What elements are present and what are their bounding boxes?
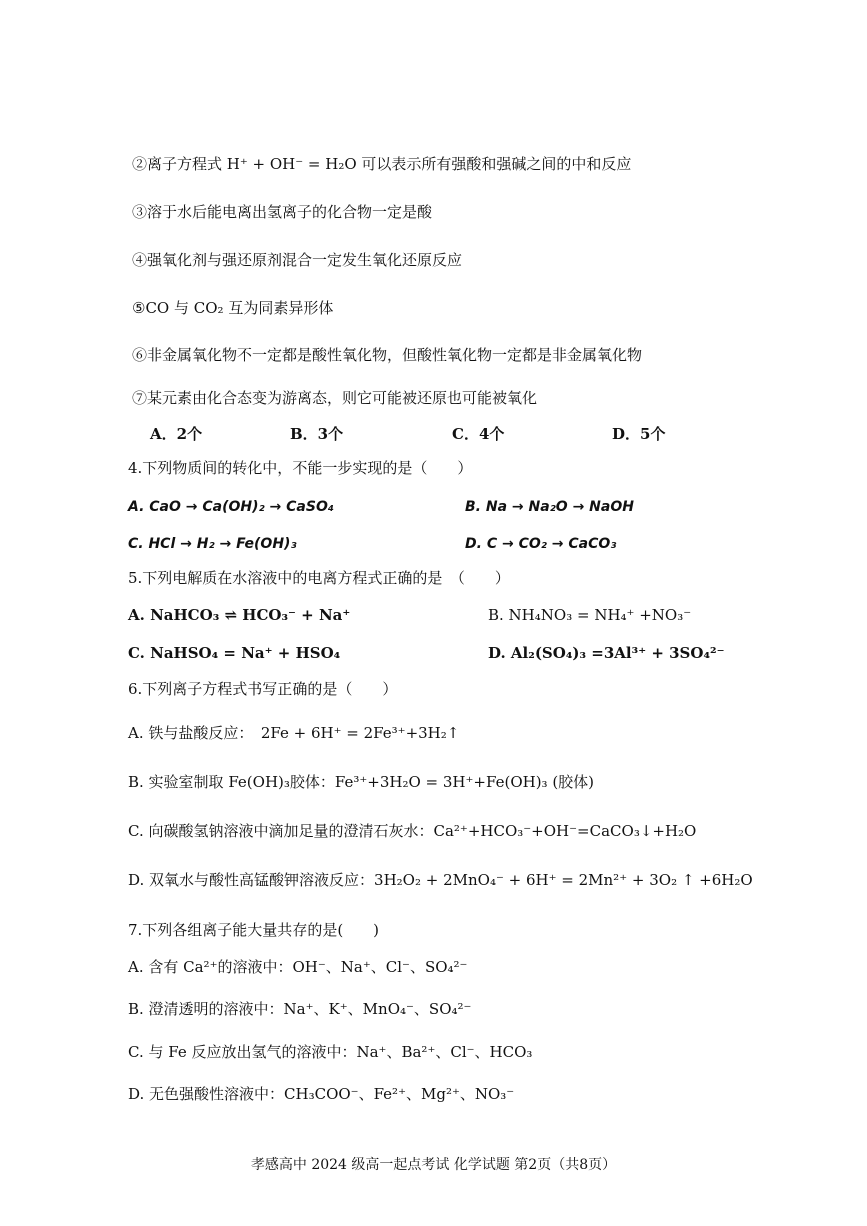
q5-option-b: B. NH₄NO₃ = NH₄⁺ +NO₃⁻ [488, 606, 692, 624]
q5-option-a: A. NaHCO₃ ⇌ HCO₃⁻ + Na⁺ [128, 606, 351, 624]
page-footer: 孝感高中 2024 级高一起点考试 化学试题 第2页（共8页） [250, 1157, 617, 1173]
q4-option-d: D. C → CO₂ → CaCO₃ [465, 536, 617, 552]
statement-2: ②离子方程式 H⁺ + OH⁻ = H₂O 可以表示所有强酸和强碱之间的中和反应 [132, 155, 632, 173]
q7-option-a: A. 含有 Ca²⁺的溶液中：OH⁻、Na⁺、Cl⁻、SO₄²⁻ [128, 958, 468, 976]
q3-option-b: B．3个 [290, 425, 344, 443]
statement-6: ⑥非金属氧化物不一定都是酸性氧化物，但酸性氧化物一定都是非金属氧化物 [132, 346, 643, 364]
q4-stem: 4.下列物质间的转化中，不能一步实现的是（ ） [128, 459, 473, 477]
statement-3: ③溶于水后能电离出氢离子的化合物一定是酸 [132, 203, 433, 221]
q7-option-c: C. 与 Fe 反应放出氢气的溶液中：Na⁺、Ba²⁺、Cl⁻、HCO₃ [128, 1043, 533, 1061]
q6-option-b: B. 实验室制取 Fe(OH)₃胶体：Fe³⁺+3H₂O = 3H⁺+Fe(OH)₃ (胶体) [128, 773, 595, 791]
q3-option-a: A．2个 [150, 425, 203, 443]
q5-option-c: C. NaHSO₄ = Na⁺ + HSO₄ [128, 644, 341, 662]
q7-option-b: B. 澄清透明的溶液中：Na⁺、K⁺、MnO₄⁻、SO₄²⁻ [128, 1000, 472, 1018]
q3-option-d: D．5个 [612, 425, 666, 443]
q3-option-c: C．4个 [452, 425, 505, 443]
statement-5: ⑤CO 与 CO₂ 互为同素异形体 [132, 299, 334, 317]
q6-option-d: D. 双氧水与酸性高锰酸钾溶液反应：3H₂O₂ + 2MnO₄⁻ + 6H⁺ = 2Mn²⁺ + 3O₂ ↑ +6H₂O [128, 871, 753, 889]
statement-4: ④强氧化剂与强还原剂混合一定发生氧化还原反应 [132, 251, 463, 269]
q4-option-a: A. CaO → Ca(OH)₂ → CaSO₄ [128, 499, 334, 515]
q6-option-c: C. 向碳酸氢钠溶液中滴加足量的澄清石灰水：Ca²⁺+HCO₃⁻+OH⁻=CaCO₃↓+H₂O [128, 822, 697, 840]
q4-option-b: B. Na → Na₂O → NaOH [465, 499, 634, 515]
q5-option-d: D. Al₂(SO₄)₃ =3Al³⁺ + 3SO₄²⁻ [488, 644, 725, 662]
q7-option-d: D. 无色强酸性溶液中：CH₃COO⁻、Fe²⁺、Mg²⁺、NO₃⁻ [128, 1085, 515, 1103]
q6-stem: 6.下列离子方程式书写正确的是（ ） [128, 680, 398, 698]
q7-stem: 7.下列各组离子能大量共存的是( ) [128, 921, 380, 939]
q4-option-c: C. HCl → H₂ → Fe(OH)₃ [128, 536, 297, 552]
statement-7: ⑦某元素由化合态变为游离态，则它可能被还原也可能被氧化 [132, 389, 538, 407]
q5-stem: 5.下列电解质在水溶液中的电离方程式正确的是 （ ） [128, 569, 510, 587]
q6-option-a: A. 铁与盐酸反应： 2Fe + 6H⁺ = 2Fe³⁺+3H₂↑ [128, 724, 460, 742]
